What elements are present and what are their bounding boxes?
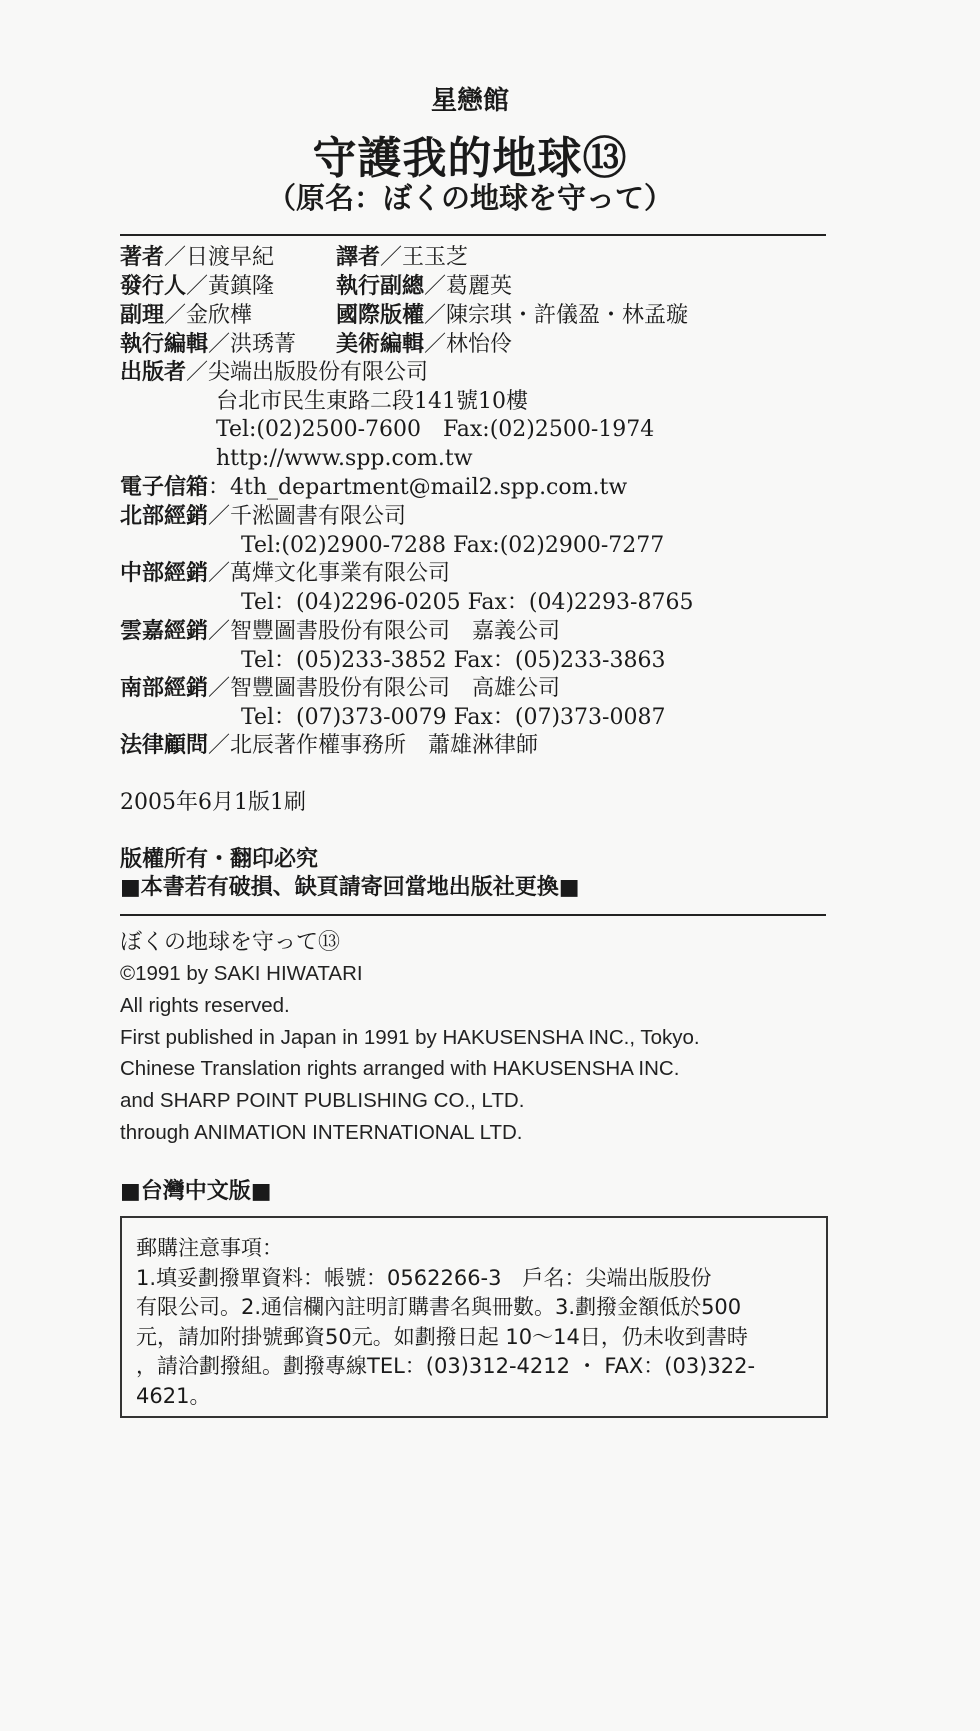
- mail-order-heading: 郵購注意事項：: [136, 1236, 283, 1260]
- distributor-row: [120, 675, 560, 703]
- distributor-phone: Tel：(04)2296-0205 Fax：(04)2293-8765: [241, 590, 694, 616]
- copyright-line: ©1991 by SAKI HIWATARI: [120, 962, 363, 985]
- publisher-row: [120, 359, 428, 387]
- publisher-phone: Tel:(02)2500-7600 Fax:(02)2500-1974: [216, 417, 655, 442]
- mail-order-line: 4621。: [136, 1383, 211, 1408]
- credit-value: ／林怡伶: [424, 332, 513, 357]
- copyright-line: Chinese Translation rights arranged with HAKUSENSHA INC.: [120, 1057, 680, 1081]
- damage-notice: ■本書若有破損、缺頁請寄回當地出版社更換■: [120, 875, 580, 900]
- taiwan-edition-heading: ■台灣中文版■: [120, 1179, 272, 1204]
- credit-value: ／葛麗英: [424, 274, 513, 299]
- email-value: ：4th_department@mail2.spp.com.tw: [208, 475, 628, 500]
- distributor-phone: Tel：(07)373-0079 Fax：(07)373-0087: [241, 704, 666, 730]
- copyright-line: First published in Japan in 1991 by HAKUSENSHA INC., Tokyo.: [120, 1025, 700, 1049]
- mail-order-line: 1.填妥劃撥單資料：帳號：0562266-3 戶名：尖端出版股份: [136, 1265, 712, 1290]
- legal-label: 法律顧問: [120, 733, 209, 758]
- mail-order-line: ，請洽劃撥組。劃撥專線TEL：(03)312-4212 ・ FAX：(03)322-: [136, 1354, 756, 1378]
- credit-pair-right: [336, 273, 512, 301]
- original-title-jp: ぼくの地球を守って⑬: [120, 930, 341, 955]
- mail-order-line: 元，請加附掛號郵資50元。如劃撥日起 10～14日，仍未收到書時: [136, 1324, 748, 1349]
- credit-value: ／金欣樺: [164, 303, 253, 328]
- distributor-name: ／智豐圖書股份有限公司 高雄公司: [208, 675, 561, 701]
- email-label: 電子信箱: [120, 475, 209, 500]
- credit-label: 執行副總: [336, 274, 425, 299]
- distributor-label: 南部經銷: [120, 675, 209, 701]
- divider: [120, 914, 826, 916]
- rights-notice: 版權所有・翻印必究: [120, 847, 319, 872]
- credit-row: [120, 302, 820, 330]
- credit-pair-right: [336, 331, 512, 359]
- distributor-name: ／智豐圖書股份有限公司 嘉義公司: [208, 618, 561, 644]
- mail-order-box: [120, 1216, 828, 1418]
- credit-label: 發行人: [120, 274, 187, 299]
- distributor-label: 雲嘉經銷: [120, 618, 209, 644]
- credit-label: 譯者: [336, 245, 381, 270]
- distributor-label: 北部經銷: [120, 504, 209, 529]
- credit-row: [120, 331, 820, 359]
- distributor-label: 中部經銷: [120, 561, 209, 587]
- distributor-name: ／千淞圖書有限公司: [208, 504, 407, 529]
- legal-row: [120, 732, 538, 760]
- distributor-phone: Tel:(02)2900-7288 Fax:(02)2900-7277: [241, 533, 665, 558]
- copyright-line: All rights reserved.: [120, 993, 290, 1017]
- book-title: 守護我的地球⑬: [312, 133, 628, 184]
- distributor-name: ／萬燁文化事業有限公司: [208, 561, 451, 587]
- divider: [120, 234, 826, 236]
- credit-value: ／日渡早紀: [164, 245, 275, 270]
- credit-pair-right: [336, 302, 688, 330]
- copyright-line: through ANIMATION INTERNATIONAL LTD.: [120, 1121, 523, 1144]
- legal-value: ／北辰著作權事務所 蕭雄淋律師: [208, 733, 539, 758]
- credit-label: 國際版權: [336, 303, 425, 328]
- credit-label: 著者: [120, 245, 165, 270]
- imprint-name: 星戀館: [430, 86, 509, 116]
- credit-value: ／陳宗琪・許儀盈・林孟璇: [424, 303, 689, 328]
- mail-order-line: 有限公司。2.通信欄內註明訂購書名與冊數。3.劃撥金額低於500: [136, 1295, 742, 1319]
- email-row: [120, 474, 627, 502]
- original-title: （原名：ぼくの地球を守って）: [266, 181, 673, 215]
- edition-date: 2005年6月1版1刷: [120, 790, 306, 815]
- credit-value: ／洪琇菁: [208, 332, 297, 357]
- publisher-label: 出版者: [120, 360, 187, 385]
- distributor-row: [120, 560, 450, 588]
- credit-row: [120, 273, 820, 301]
- credit-row: [120, 244, 820, 272]
- credit-label: 副理: [120, 303, 165, 328]
- publisher-website: http://www.spp.com.tw: [216, 446, 473, 471]
- credit-label: 執行編輯: [120, 332, 209, 357]
- credit-value: ／王玉芝: [380, 245, 469, 270]
- distributor-row: [120, 618, 560, 646]
- copyright-line: and SHARP POINT PUBLISHING CO., LTD.: [120, 1089, 525, 1113]
- credit-value: ／黃鎮隆: [186, 274, 275, 299]
- publisher-address: 台北市民生東路二段141號10樓: [216, 389, 528, 414]
- publisher-name: ／尖端出版股份有限公司: [186, 360, 429, 385]
- distributor-phone: Tel：(05)233-3852 Fax：(05)233-3863: [241, 647, 666, 673]
- credit-pair-right: [336, 244, 468, 272]
- credit-label: 美術編輯: [336, 332, 425, 357]
- distributor-row: [120, 503, 406, 531]
